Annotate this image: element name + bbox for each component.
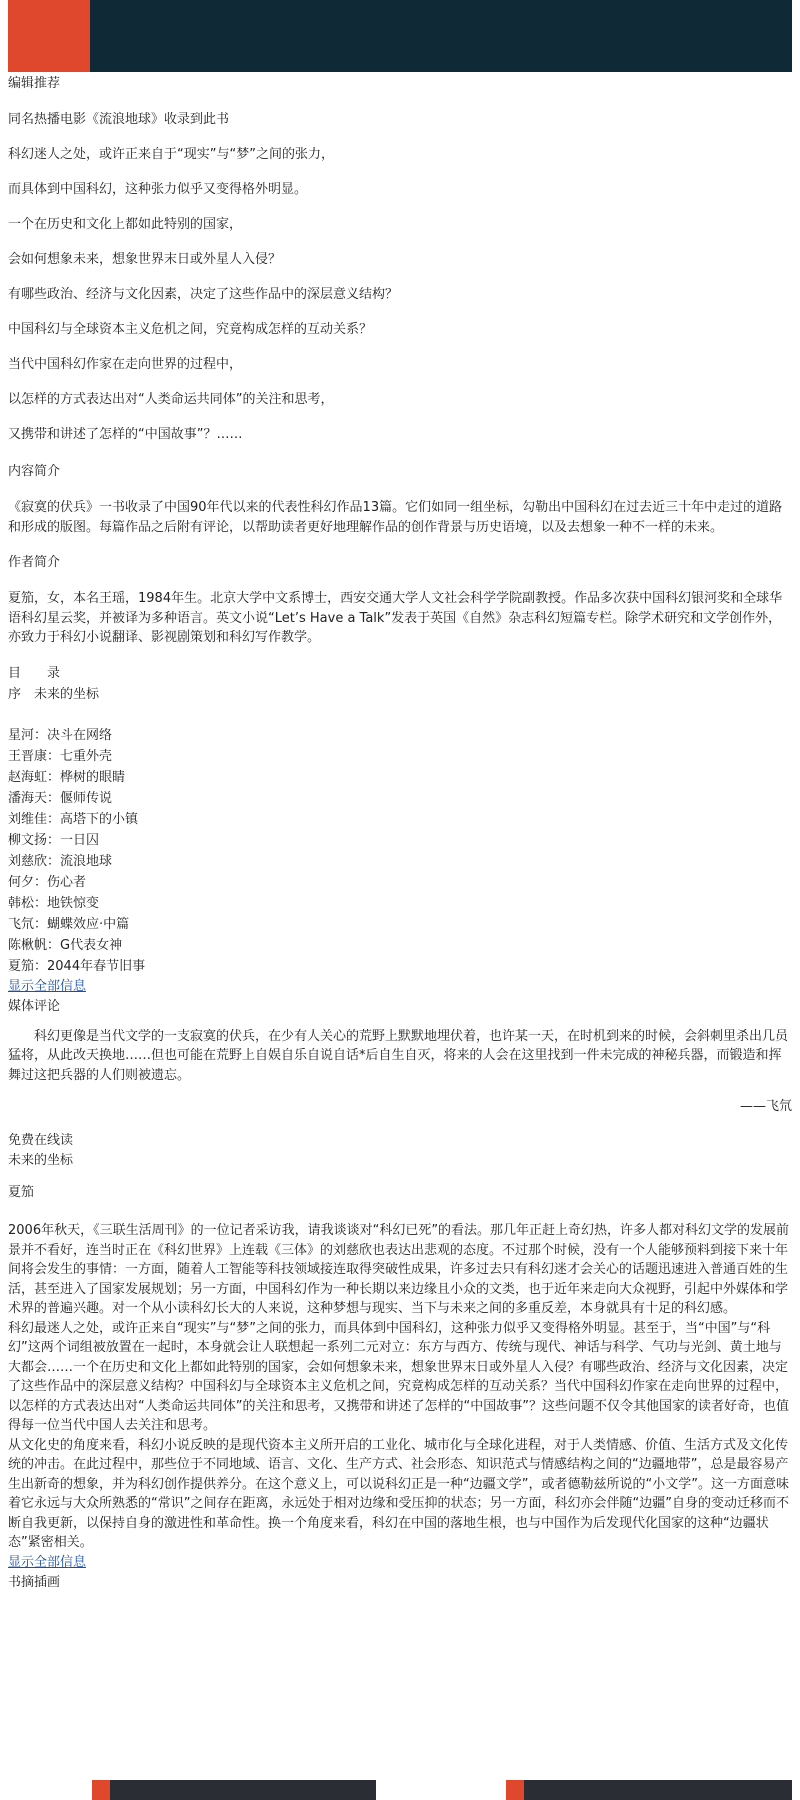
toc-item: 何夕：伤心者	[8, 874, 87, 890]
toc-list	[8, 725, 792, 977]
book-illustration-image	[92, 1780, 376, 1800]
book-spine-stripe	[92, 1780, 110, 1800]
recommendation-line: 中国科幻与全球资本主义危机之间，究竟构成怎样的互动关系？	[8, 322, 373, 337]
recommendation-list	[8, 110, 792, 444]
recommendation-line: 以怎样的方式表达出对“人类命运共同体”的关注和思考，	[8, 392, 334, 407]
illustrations-heading: 书摘插画	[8, 1574, 61, 1590]
recommendation-line: 有哪些政治、经济与文化因素，决定了这些作品中的深层意义结构？	[8, 287, 399, 302]
toc-item: 潘海天：偃师传说	[8, 790, 113, 806]
recommendation-line: 一个在历史和文化上都如此特别的国家，	[8, 217, 243, 232]
reading-author: 夏笳	[8, 1185, 35, 1200]
media-quote: 科幻更像是当代文学的一支寂寞的伏兵，在少有人关心的荒野上默默地埋伏着，也许某一天，在时机到来的时候，会斜刺里杀出几员猛将，从此改天换地……但也可能在荒野上自娱自乐自说自话*后自生自灭，将来的人会在这里找到一件未完成的神秘兵器，而锻造和挥舞过这把兵器的人们则被遗忘。	[8, 1028, 789, 1083]
author-text: 夏笳，女，本名王瑶，1984年生。北京大学中文系博士，西安交通大学人文社会科学学院副教授。作品多次获中国科幻银河奖和全球华语科幻星云奖，并被译为多种语言。英文小说“Let’s Have a Talk”发表于英国《自然》杂志科幻短篇专栏。除学术研究和文学创作外，亦致力于科幻小说翻译、影视剧策划和科幻写作教学。	[8, 591, 783, 645]
toc-preface: 序 未来的坐标	[8, 686, 100, 702]
book-spine-stripe	[506, 1780, 524, 1800]
recommendation-line: 会如何想象未来，想象世界末日或外星人入侵？	[8, 252, 282, 267]
reading-paragraph: 2006年秋天，《三联生活周刊》的一位记者采访我，请我谈谈对“科幻已死”的看法。那几年正赶上奇幻热，许多人都对科幻文学的发展前景并不看好，连当时正在《科幻世界》上连载《三体》的刘慈欣也表达出悲观的态度。不过那个时候，没有一个人能够预料到接下来十年间将会发生的事情：一方面，随着人工智能等科技领域接连取得突破性成果，许多过去只有科幻迷才会关心的话题迅速进入普通百姓的生活，甚至进入了国家发展规划；另一方面，中国科幻作为一种长期以来边缘且小众的文类，也于近年来走向大众视野，引起中外媒体和学术界的普遍兴趣。对一个从小读科幻长大的人来说，这种梦想与现实、当下与未来之间的多重反差，本身就具有十足的科幻感。	[8, 1223, 790, 1316]
intro-text: 《寂寞的伏兵》一书收录了中国90年代以来的代表性科幻作品13篇。它们如同一组坐标，勾勒出中国科幻在过去近三十年中走过的道路和形成的版图。每篇作品之后附有评论，以帮助读者更好地理解作品的创作背景与历史语境，以及去想象一种不一样的未来。	[8, 500, 783, 535]
intro-heading: 内容简介	[8, 464, 61, 479]
toc-heading: 目 录	[8, 665, 61, 681]
toc-item: 陈楸帆：G代表女神	[8, 937, 123, 953]
book-detail-content	[8, 74, 792, 1593]
recommendation-line: 科幻迷人之处，或许正来自于“现实”与“梦”之间的张力，	[8, 147, 334, 162]
toc-item: 柳文扬：一日囚	[8, 832, 100, 848]
media-heading: 媒体评论	[8, 998, 61, 1014]
recommendation-line: 当代中国科幻作家在走向世界的过程中，	[8, 357, 243, 372]
toc-item: 夏笳：2044年春节旧事	[8, 958, 146, 974]
toc-item: 刘维佳：高塔下的小镇	[8, 811, 139, 827]
recommendation-heading: 编辑推荐	[8, 76, 61, 91]
toc-item: 星河：决斗在网络	[8, 727, 113, 743]
reading-subtitle: 未来的坐标	[8, 1153, 74, 1168]
recommendation-line: 而具体到中国科幻，这种张力似乎又变得格外明显。	[8, 182, 308, 197]
banner-accent-stripe	[8, 0, 90, 72]
toc-show-all-link[interactable]: 显示全部信息	[8, 978, 87, 994]
illustration-images	[0, 1780, 800, 1800]
toc-item: 赵海虹：桦树的眼睛	[8, 769, 126, 785]
toc-item: 刘慈欣：流浪地球	[8, 853, 113, 869]
toc-item: 王晋康：七重外壳	[8, 748, 113, 764]
toc-item: 飞氘：蝴蝶效应·中篇	[8, 916, 130, 932]
reading-paragraph: 从文化史的角度来看，科幻小说反映的是现代资本主义所开启的工业化、城市化与全球化进程，对于人类情感、价值、生活方式及文化传统的冲击。在此过程中，那些位于不同地域、语言、文化、生产方式、社会形态、知识范式与情感结构之间的“边疆地带”，总是最容易产生出新奇的想象，并为科幻创作提供养分。在这个意义上，可以说科幻正是一种“边疆文学”，或者德勒兹所说的“小文学”。这一方面意味着它永远与大众所熟悉的“常识”之间存在距离，永远处于相对边缘和受压抑的状态；另一方面，科幻亦会伴随“边疆”自身的变动迁移而不断自我更新，以保持自身的激进性和革命性。换一个角度来看，科幻在中国的落地生根，也与中国作为后发现代化国家的这种“边疆状态”紧密相关。	[8, 1437, 789, 1550]
reading-show-all-link[interactable]: 显示全部信息	[8, 1554, 87, 1570]
media-quote-signature: ——飞氘	[739, 1099, 792, 1114]
toc-item: 韩松：地铁惊变	[8, 895, 100, 911]
reading-heading: 免费在线读	[8, 1133, 74, 1148]
recommendation-line: 又携带和讲述了怎样的“中国故事”？……	[8, 427, 243, 442]
recommendation-line: 同名热播电影《流浪地球》收录到此书	[8, 112, 230, 127]
book-illustration-image	[506, 1780, 792, 1800]
author-heading: 作者简介	[8, 555, 61, 570]
reading-paragraph: 科幻最迷人之处，或许正来自“现实”与“梦”之间的张力，而具体到中国科幻，这种张力似乎又变得格外明显。甚至于，当“中国”与“科幻”这两个词组被放置在一起时，本身就会让人联想起一系列二元对立：东方与西方、传统与现代、神话与科学、气功与光剑、黄土地与大都会……一个在历史和文化上都如此特别的国家，会如何想象未来，想象世界末日或外星人入侵？有哪些政治、经济与文化因素，决定了这些作品中的深层意义结构？中国科幻与全球资本主义危机之间，究竟构成怎样的互动关系？当代中国科幻作家在走向世界的过程中，以怎样的方式表达出对“人类命运共同体”的关注和思考，又携带和讲述了怎样的“中国故事”？这些问题不仅令其他国家的读者好奇，也值得每一位当代中国人去关注和思考。	[8, 1320, 789, 1433]
cover-banner-image	[8, 0, 792, 72]
